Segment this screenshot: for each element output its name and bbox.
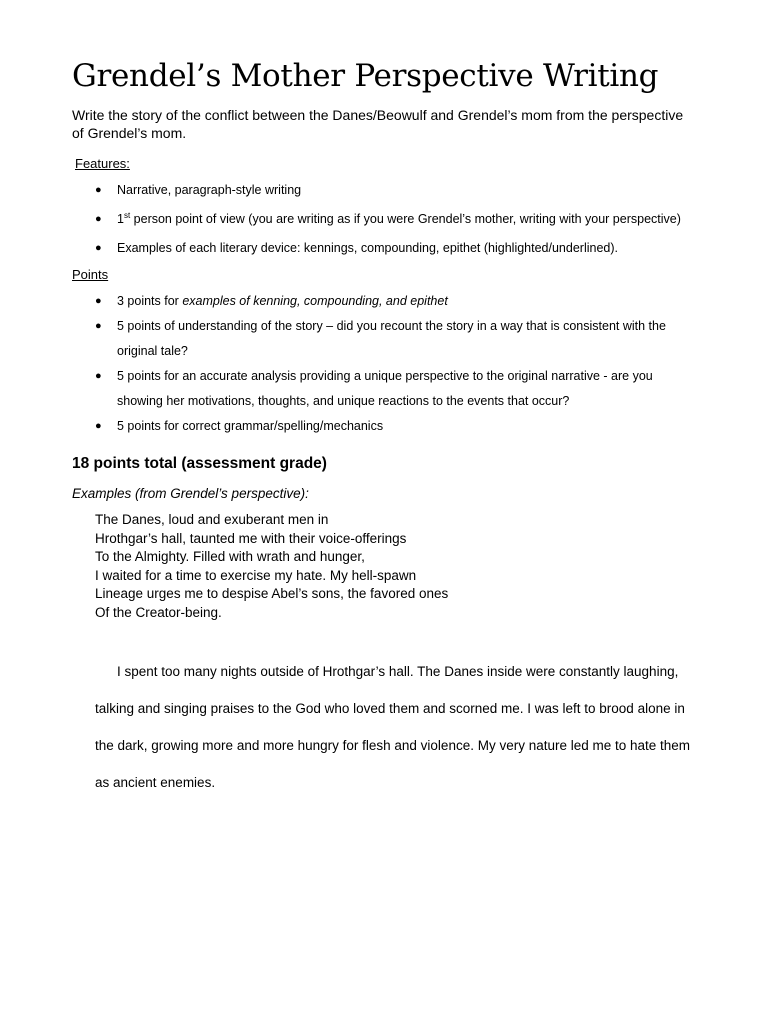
- bullet-icon: ●: [95, 295, 102, 307]
- bullet-icon: ●: [95, 370, 102, 382]
- poem-line: I waited for a time to exercise my hate. My hell-spawn: [95, 567, 417, 583]
- feature-text-prefix: 1: [117, 212, 124, 226]
- poem-line: To the Almighty. Filled with wrath and hunger,: [95, 549, 365, 565]
- point-text: 5 points of understanding of the story – did you recount the story in a way that is consistent with the original tale?: [117, 319, 666, 358]
- poem-line: Lineage urges me to despise Abel’s sons, the favored ones: [95, 586, 449, 602]
- list-item: [72, 289, 696, 314]
- bullet-icon: ●: [95, 420, 102, 432]
- list-item: [72, 414, 696, 439]
- ordinal-suffix: st: [123, 210, 131, 220]
- list-item: [72, 178, 696, 203]
- feature-text: Examples of each literary device: kennings, compounding, epithet (highlighted/underlined).: [117, 241, 618, 255]
- poem-line: Hrothgar’s hall, taunted me with their voice-offerings: [95, 530, 407, 546]
- bullet-icon: ●: [95, 320, 102, 332]
- point-text: 5 points for correct grammar/spelling/mechanics: [117, 419, 384, 433]
- list-item: [72, 236, 696, 261]
- feature-text: Narrative, paragraph-style writing: [117, 183, 302, 197]
- poem-line: Of the Creator-being.: [95, 604, 222, 620]
- point-text-italic: examples of kenning, compounding, and epithet: [182, 294, 448, 308]
- points-total: 18 points total (assessment grade): [72, 455, 327, 472]
- feature-text: person point of view (you are writing as if you were Grendel’s mother, writing with your perspective): [130, 212, 681, 226]
- point-text: 5 points for an accurate analysis providing a unique perspective to the original narrative - are you showing her motivations, thoughts, and unique reactions to the events that occur?: [117, 369, 653, 408]
- prose-paragraph: I spent too many nights outside of Hrothgar’s hall. The Danes inside were constantly laughing, talking and singing praises to the God who loved them and scorned me. I was left to brood alone in the dark, growing more and more hungry for flesh and violence. My very nature led me to hate them as ancient enemies.: [95, 663, 691, 790]
- points-heading: Points: [72, 267, 109, 282]
- point-text: 3 points for: [117, 294, 183, 308]
- poem-line: The Danes, loud and exuberant men in: [95, 512, 329, 527]
- features-list: [72, 178, 696, 261]
- list-item: [72, 314, 696, 364]
- assignment-instructions: Write the story of the conflict between the Danes/Beowulf and Grendel’s mom from the perspective of Grendel’s mom.: [72, 107, 684, 141]
- examples-heading: Examples (from Grendel’s perspective):: [72, 486, 309, 501]
- features-heading: Features:: [75, 156, 130, 171]
- page-title: Grendel’s Mother Perspective Writing: [72, 58, 659, 94]
- points-list: [72, 289, 696, 439]
- bullet-icon: ●: [95, 184, 102, 196]
- list-item: [72, 364, 696, 414]
- list-item: [72, 207, 696, 232]
- example-prose: [72, 653, 696, 801]
- bullet-icon: ●: [95, 213, 102, 225]
- example-poem: [72, 511, 696, 623]
- bullet-icon: ●: [95, 242, 102, 254]
